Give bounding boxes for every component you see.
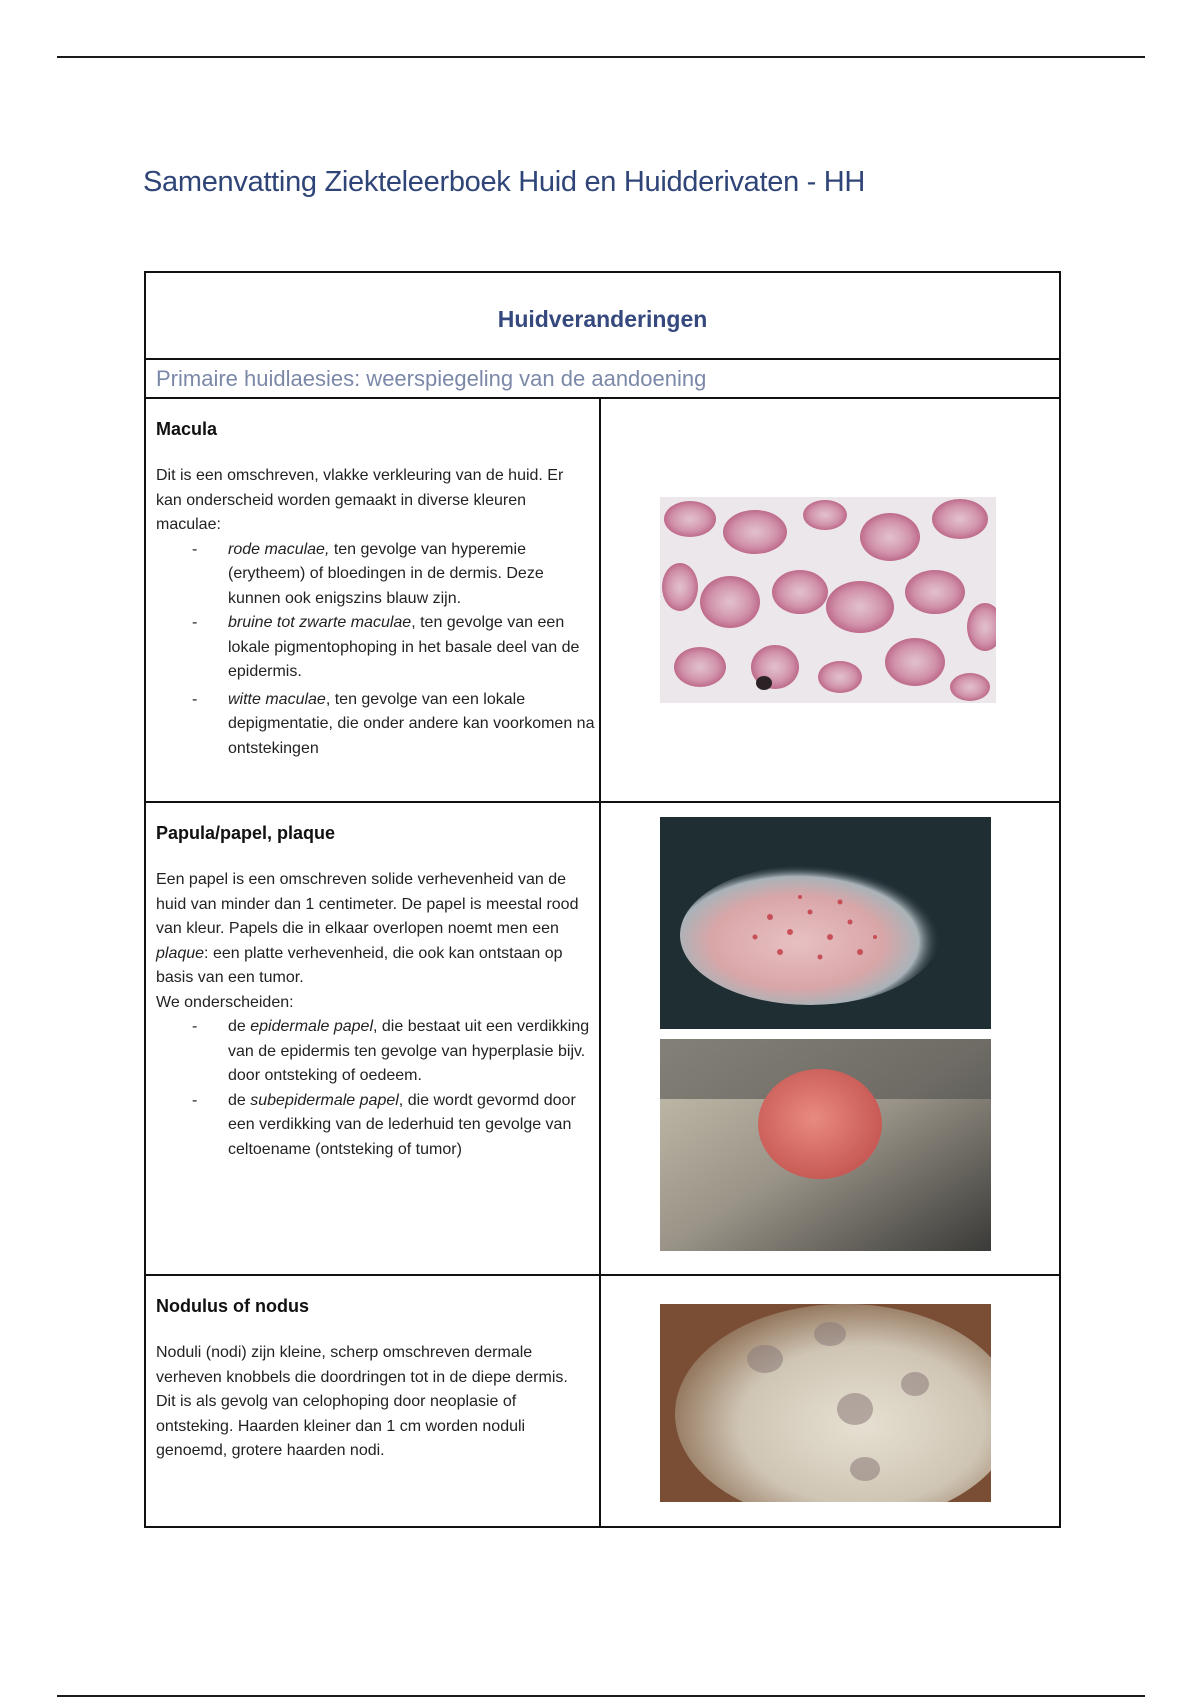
macula-photo xyxy=(660,497,996,703)
table-row-nodulus xyxy=(145,1275,1060,1527)
list-item-text: , die bestaat uit een verdikking van de epidermis ten gevolge van hyperplasie bijv. door ontsteking of oedeem. xyxy=(228,1018,590,1084)
list-item-term: witte maculae xyxy=(228,690,326,708)
papula-intro-term: plaque xyxy=(156,944,205,962)
list-item-term: epidermale papel xyxy=(250,1018,373,1035)
list-item-text: ten gevolge van hyperemie (erytheem) of bloedingen in de dermis. Deze kunnen ook enigszins blauw zijn. xyxy=(228,540,544,607)
macula-heading: Macula xyxy=(156,419,218,439)
macula-list xyxy=(156,538,595,762)
papula-intro xyxy=(156,868,586,1015)
list-item-text: , ten gevolge van een lokale pigmentophoping in het basale deel van de epidermis. xyxy=(228,614,580,680)
table-subheader-cell xyxy=(145,359,1060,398)
nodulus-text: Noduli (nodi) zijn kleine, scherp omschreven dermale verheven knobbels die doordringen tot in de diepe dermis. Dit is als gevolg van celophoping door neoplasie of ontsteking. Haarden kleiner dan 1 cm worden noduli genoemd, grotere haarden nodi. xyxy=(156,1344,568,1459)
papula-intro-b: : een platte verhevenheid, die ook kan ontstaan op basis van een tumor. xyxy=(156,944,563,986)
papula-intro-c: We onderscheiden: xyxy=(156,993,294,1011)
top-rule xyxy=(57,56,1145,58)
nodulus-image-cell xyxy=(600,1275,1060,1527)
papula-intro-a: Een papel is een omschreven solide verhevenheid van de huid van minder dan 1 centimeter. De papel is meestal rood van kleur. Papels die in elkaar overlopen noemt men een xyxy=(156,871,579,937)
macula-text-cell xyxy=(145,398,600,802)
list-item xyxy=(156,1015,598,1089)
list-item-text: , ten gevolge van een lokale depigmentatie, die onder andere kan voorkomen na ontstekingen xyxy=(228,690,595,757)
table-header-cell xyxy=(145,272,1060,359)
papula-photo-2 xyxy=(660,1039,991,1251)
list-item-text: , die wordt gevormd door een verdikking van de lederhuid ten gevolge van celtoename (ontsteking of tumor) xyxy=(228,1091,576,1158)
list-item-term: bruine tot zwarte maculae xyxy=(228,614,412,631)
list-item-term: rode maculae, xyxy=(228,540,330,558)
lesion-table xyxy=(144,271,1061,1528)
nodulus-photo xyxy=(660,1304,991,1502)
papula-text-cell xyxy=(145,802,600,1275)
table-row-papula xyxy=(145,802,1060,1275)
document-title: Samenvatting Ziekteleerboek Huid en Huidderivaten - HH xyxy=(143,166,866,198)
papula-image-cell xyxy=(600,802,1060,1275)
papula-photo-1 xyxy=(660,817,991,1029)
table-row-macula xyxy=(145,398,1060,802)
nodulus-text-cell xyxy=(145,1275,600,1527)
table-header: Huidveranderingen xyxy=(497,306,708,332)
list-item xyxy=(156,688,598,762)
nodulus-heading: Nodulus of nodus xyxy=(156,1296,309,1316)
table-subheader: Primaire huidlaesies: weerspiegeling van de aandoening xyxy=(156,365,707,391)
papula-list xyxy=(156,1015,589,1162)
papula-heading: Papula/papel, plaque xyxy=(156,823,336,843)
list-item-pre: de xyxy=(228,1018,251,1035)
list-item xyxy=(156,611,598,685)
list-item-term: subepidermale papel xyxy=(250,1091,399,1109)
list-item-pre: de xyxy=(228,1091,251,1109)
list-item xyxy=(156,538,598,612)
macula-intro: Dit is een omschreven, vlakke verkleuring van de huid. Er kan onderscheid worden gemaakt in diverse kleuren maculae: xyxy=(156,467,564,533)
bottom-rule xyxy=(57,1695,1145,1697)
list-item xyxy=(156,1089,598,1163)
macula-image-cell xyxy=(600,398,1060,802)
